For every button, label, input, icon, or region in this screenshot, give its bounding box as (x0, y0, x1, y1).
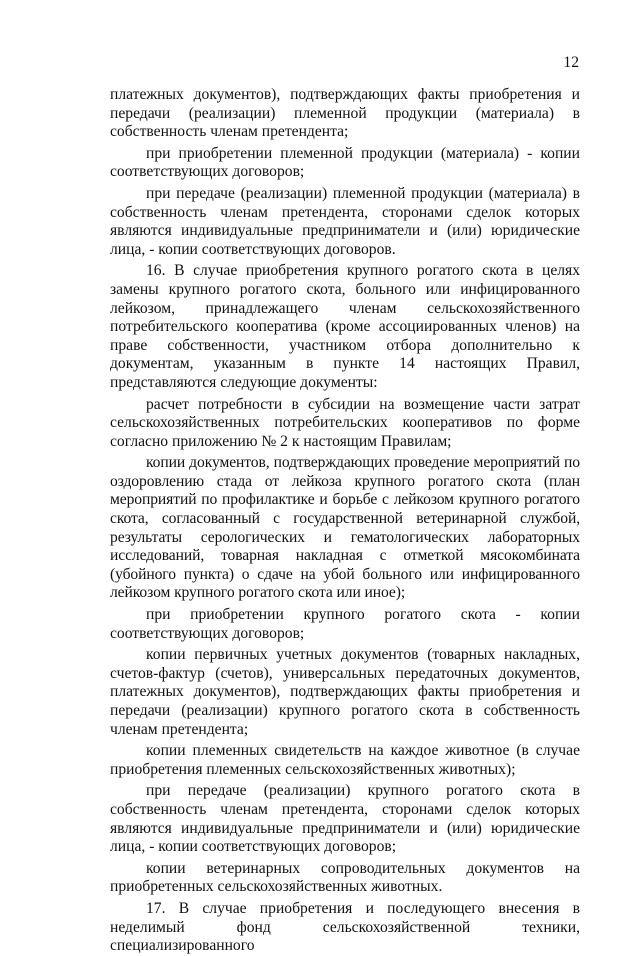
page-number: 12 (563, 54, 579, 71)
paragraph-clause-17: 17. В случае приобретения и последующего внесения в неделимый фонд сельскохозяйственной техники, специализированного (110, 899, 580, 955)
paragraph-breeding-certificates: копии племенных свидетельств на каждое животное (в случае приобретения племенных сельскохозяйственных животных); (110, 742, 580, 778)
paragraph-primary-accounting-docs: копии первичных учетных документов (товарных накладных, счетов-фактур (счетов), универсальных передаточных документов, платежных документов), подтверждающих факты приобретения и передачи (реализации) крупного рогатого скота в собственность членам претендента; (110, 646, 580, 738)
paragraph-breeding-transfer-contracts: при передаче (реализации) племенной продукции (материала) в собственность членам претендента, сторонами сделок которых являются индивидуальные предприниматели и (или) юридические лица, - копии соответствующих договоров. (110, 184, 580, 258)
paragraph-leukosis-measures: копии документов, подтверждающих проведение мероприятий по оздоровлению стада от лейкоза крупного рогатого скота (план мероприятий по профилактике и борьбе с лейкозом крупного рогатого скота, согласованный с государственной ветеринарной службой, результаты серологических и гематологических лабораторных исследований, товарная накладная с отметкой мясокомбината (убойного пункта) о сдаче на убой больного или инфицированного лейкозом крупного рогатого скота или иное); (110, 454, 580, 602)
paragraph-subsidy-calculation: расчет потребности в субсидии на возмещение части затрат сельскохозяйственных потребительских кооперативов по форме согласно приложению № 2 к настоящим Правилам; (110, 395, 580, 450)
paragraph-breeding-purchase-contracts: при приобретении племенной продукции (материала) - копии соответствующих договоров; (110, 144, 580, 181)
paragraph-payment-docs-continuation: платежных документов), подтверждающих факты приобретения и передачи (реализации) племенной продукции (материала) в собственность членам претендента; (110, 86, 580, 141)
paragraph-cattle-purchase-contracts: при приобретении крупного рогатого скота - копии соответствующих договоров; (110, 606, 580, 642)
paragraph-veterinary-documents: копии ветеринарных сопроводительных документов на приобретенных сельскохозяйственных животных. (110, 859, 580, 896)
document-body (110, 86, 580, 956)
paragraph-cattle-transfer-contracts: при передаче (реализации) крупного рогатого скота в собственность членам претендента, сторонами сделок которых являются индивидуальные предприниматели и (или) юридические лица, - копии соответствующих договоров; (110, 782, 580, 856)
paragraph-clause-16: 16. В случае приобретения крупного рогатого скота в целях замены крупного рогатого скота, больного или инфицированного лейкозом, принадлежащего членам сельскохозяйственного потребительского кооператива (кроме ассоциированных членов) на праве собственности, участником отбора дополнительно к документам, указанным в пункте 14 настоящих Правил, представляются следующие документы: (110, 262, 580, 391)
